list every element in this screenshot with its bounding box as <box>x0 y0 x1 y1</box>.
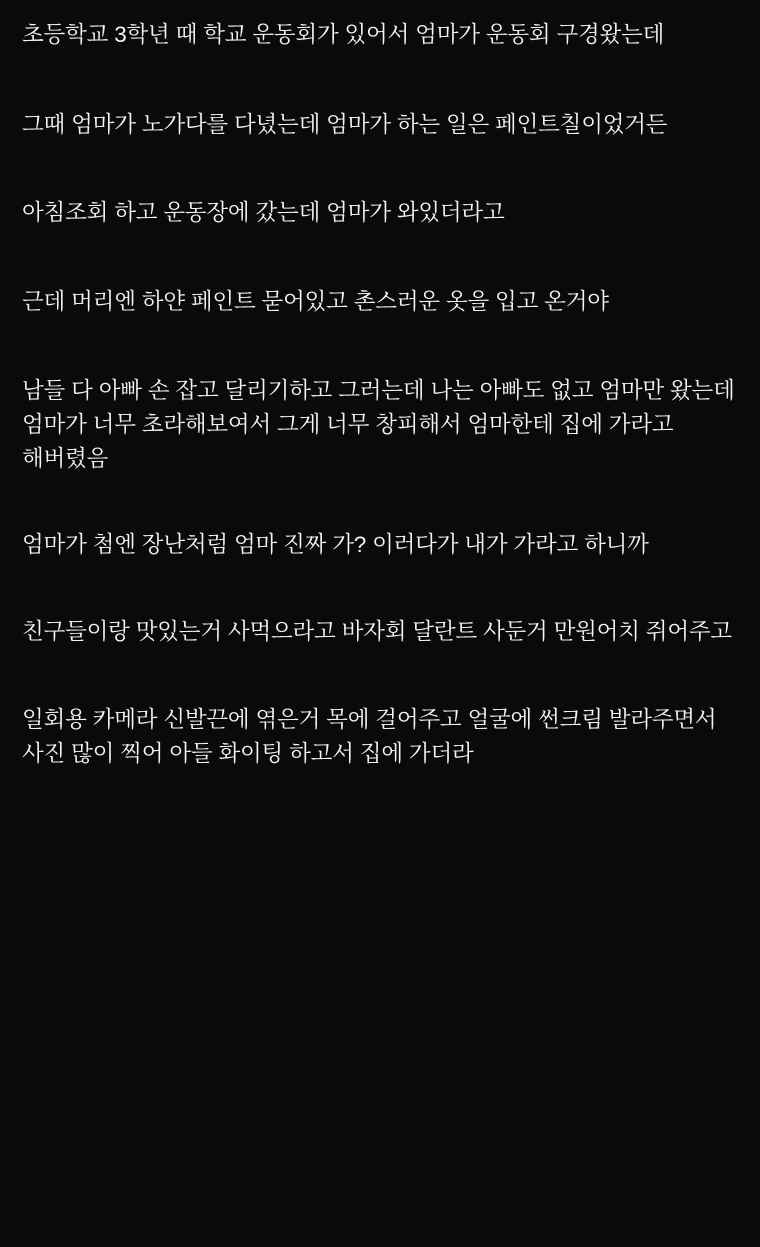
story-paragraph-1: 초등학교 3학년 때 학교 운동회가 있어서 엄마가 운동회 구경왔는데 <box>22 22 665 47</box>
story-paragraph-2: 그때 엄마가 노가다를 다녔는데 엄마가 하는 일은 페인트칠이었거든 <box>22 112 668 138</box>
paragraph-spacer <box>22 563 740 615</box>
bottom-spacer <box>22 771 740 1227</box>
paragraph-spacer <box>22 52 740 108</box>
story-paragraph-7: 친구들이랑 맛있는거 사먹으라고 바자회 달란트 사둔거 만원어치 쥐어주고 <box>22 618 732 644</box>
paragraph-spacer <box>22 142 740 196</box>
story-paragraph-6: 엄마가 첨엔 장난처럼 엄마 진짜 가? 이러다가 내가 가라고 하니까 <box>22 532 649 558</box>
paragraph-spacer <box>22 319 740 374</box>
story-paragraph-5: 남들 다 아빠 손 잡고 달리기하고 그러는데 나는 아빠도 없고 엄마만 왔는데 엄마가 너무 초라해보여서 그게 너무 창피해서 엄마한테 집에 가라고 해버렸음 <box>22 377 741 472</box>
story-paragraph-4: 근데 머리엔 하얀 페인트 묻어있고 촌스러운 옷을 입고 온거야 <box>22 288 609 314</box>
story-paragraph-8: 일회용 카메라 신발끈에 엮은거 목에 걸어주고 얼굴에 썬크림 발라주면서 사진 많이 찍어 아들 화이팅 하고서 집에 가더라 <box>22 706 723 766</box>
paragraph-spacer <box>22 231 740 285</box>
paragraph-spacer <box>22 476 740 528</box>
story-paragraph-3: 아침조회 하고 운동장에 갔는데 엄마가 와있더라고 <box>22 200 505 226</box>
paragraph-spacer <box>22 649 740 703</box>
